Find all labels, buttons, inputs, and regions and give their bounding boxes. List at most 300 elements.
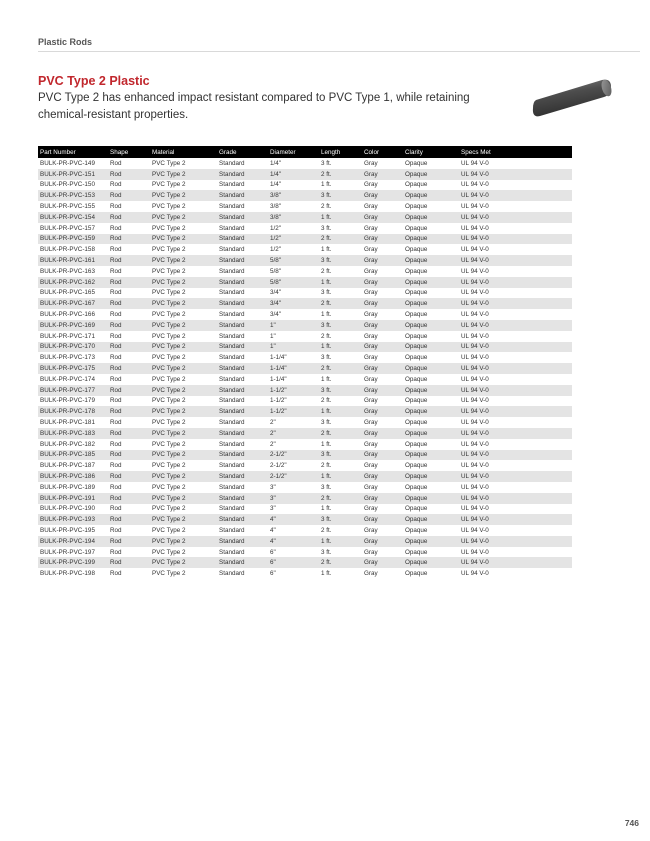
table-cell: 1" [268, 342, 319, 353]
table-cell: 1 ft. [319, 342, 362, 353]
table-cell: 1 ft. [319, 536, 362, 547]
table-cell: BULK-PR-PVC-189 [40, 483, 95, 491]
table-cell: UL 94 V-0 [459, 471, 572, 482]
table-cell: UL 94 V-0 [459, 320, 572, 331]
table-row [38, 277, 572, 288]
table-cell: UL 94 V-0 [459, 169, 572, 180]
table-cell: Rod [108, 557, 150, 568]
table-cell: Standard [219, 375, 245, 383]
table-cell: Opaque [405, 159, 428, 167]
table-cell: Opaque [403, 406, 459, 417]
table-cell: Rod [110, 354, 122, 362]
table-cell: 3 ft. [321, 224, 332, 232]
table-cell: Opaque [405, 483, 428, 491]
table-cell: PVC Type 2 [150, 406, 217, 417]
table-cell: Opaque [405, 203, 428, 211]
table-cell: Opaque [405, 289, 428, 297]
table-cell: BULK-PR-PVC-187 [40, 462, 95, 470]
table-cell: 1/2" [270, 246, 281, 254]
table-cell: Opaque [403, 255, 459, 266]
table-cell: Standard [217, 471, 268, 482]
table-cell: PVC Type 2 [150, 428, 217, 439]
table-row [38, 298, 572, 309]
table-cell: Opaque [403, 536, 459, 547]
table-cell: Opaque [405, 224, 428, 232]
table-cell: UL 94 V-0 [461, 159, 489, 167]
table-cell: 3 ft. [321, 289, 332, 297]
table-cell: Gray [362, 406, 403, 417]
table-cell: 1 ft. [319, 471, 362, 482]
table-row [38, 266, 572, 277]
table-cell: UL 94 V-0 [461, 419, 489, 427]
table-row [38, 309, 572, 320]
table-cell: 1-1/4" [270, 375, 287, 383]
table-cell: Gray [364, 548, 378, 556]
table-cell: UL 94 V-0 [459, 190, 572, 201]
table-cell: Rod [108, 428, 150, 439]
column-header: Shape [108, 146, 150, 158]
table-cell: PVC Type 2 [150, 190, 217, 201]
table-row [38, 406, 572, 417]
table-cell: 3/4" [270, 289, 281, 297]
table-cell: Rod [108, 471, 150, 482]
table-cell: Gray [364, 483, 378, 491]
table-cell: Standard [217, 428, 268, 439]
table-cell: Rod [108, 363, 150, 374]
table-cell: Standard [217, 536, 268, 547]
table-cell: Gray [364, 419, 378, 427]
table-row [38, 471, 572, 482]
header-divider [38, 51, 640, 52]
table-cell: UL 94 V-0 [461, 462, 489, 470]
table-cell: Standard [217, 557, 268, 568]
table-cell: 2 ft. [319, 363, 362, 374]
table-cell: PVC Type 2 [150, 342, 217, 353]
table-row [38, 363, 572, 374]
table-cell: Standard [219, 397, 245, 405]
table-cell: Standard [219, 203, 245, 211]
table-cell: Opaque [403, 212, 459, 223]
table-cell: Opaque [405, 548, 428, 556]
table-cell: 3" [268, 493, 319, 504]
table-cell: Rod [110, 332, 122, 340]
table-cell: Rod [108, 406, 150, 417]
table-cell: Gray [362, 255, 403, 266]
table-cell: BULK-PR-PVC-197 [40, 548, 95, 556]
table-cell: Rod [110, 462, 122, 470]
table-cell: Gray [362, 514, 403, 525]
table-cell: Rod [110, 526, 122, 534]
table-cell: Standard [219, 289, 245, 297]
table-cell: Gray [364, 462, 378, 470]
table-cell: Opaque [405, 570, 428, 578]
table-cell: PVC Type 2 [152, 203, 186, 211]
table-cell: UL 94 V-0 [459, 342, 572, 353]
table-cell: 1 ft. [319, 212, 362, 223]
table-cell: Opaque [403, 557, 459, 568]
column-header: Grade [217, 146, 268, 158]
table-row [38, 547, 572, 558]
table-cell: UL 94 V-0 [461, 289, 489, 297]
table-cell: Rod [110, 267, 122, 275]
table-row [38, 439, 572, 450]
table-cell: Standard [219, 419, 245, 427]
table-row [38, 180, 572, 191]
table-cell: BULK-PR-PVC-166 [40, 311, 95, 319]
table-cell: Rod [110, 570, 122, 578]
table-cell: Standard [219, 354, 245, 362]
column-header: Material [150, 146, 217, 158]
table-cell: BULK-PR-PVC-199 [38, 557, 108, 568]
table-cell: 1-1/2" [268, 385, 319, 396]
table-cell: Standard [219, 548, 245, 556]
table-cell: 2" [270, 440, 276, 448]
table-row [38, 342, 572, 353]
table-cell: Gray [362, 190, 403, 201]
table-cell: Rod [110, 419, 122, 427]
table-cell: BULK-PR-PVC-163 [40, 267, 95, 275]
table-row [38, 557, 572, 568]
table-cell: BULK-PR-PVC-174 [40, 375, 95, 383]
table-row [38, 428, 572, 439]
table-cell: Standard [219, 159, 245, 167]
table-cell: BULK-PR-PVC-186 [38, 471, 108, 482]
table-cell: Standard [219, 181, 245, 189]
table-cell: BULK-PR-PVC-158 [40, 246, 95, 254]
table-cell: 1 ft. [321, 505, 332, 513]
table-row [38, 223, 572, 234]
table-cell: Rod [108, 385, 150, 396]
table-cell: 2 ft. [321, 462, 332, 470]
product-title: PVC Type 2 Plastic [38, 74, 150, 88]
table-cell: 2 ft. [319, 169, 362, 180]
table-row [38, 536, 572, 547]
table-cell: PVC Type 2 [152, 354, 186, 362]
table-cell: UL 94 V-0 [461, 224, 489, 232]
table-cell: PVC Type 2 [150, 514, 217, 525]
table-cell: UL 94 V-0 [459, 557, 572, 568]
table-cell: Rod [110, 440, 122, 448]
table-cell: PVC Type 2 [152, 332, 186, 340]
table-cell: Rod [110, 505, 122, 513]
table-cell: Opaque [405, 332, 428, 340]
column-header: Diameter [268, 146, 319, 158]
table-cell: Standard [217, 277, 268, 288]
table-cell: UL 94 V-0 [461, 570, 489, 578]
table-cell: 1" [268, 320, 319, 331]
table-cell: Gray [364, 267, 378, 275]
table-cell: 3 ft. [321, 548, 332, 556]
table-row [38, 244, 572, 255]
table-row [38, 234, 572, 245]
column-header: Length [319, 146, 362, 158]
table-cell: PVC Type 2 [150, 557, 217, 568]
table-cell: UL 94 V-0 [459, 212, 572, 223]
table-cell: 1 ft. [321, 375, 332, 383]
table-cell: 1/2" [268, 234, 319, 245]
table-cell: UL 94 V-0 [459, 536, 572, 547]
table-cell: Opaque [405, 462, 428, 470]
table-cell: PVC Type 2 [150, 493, 217, 504]
table-cell: PVC Type 2 [150, 471, 217, 482]
table-cell: UL 94 V-0 [459, 428, 572, 439]
table-cell: Opaque [405, 419, 428, 427]
table-cell: UL 94 V-0 [459, 298, 572, 309]
table-cell: 2-1/2" [270, 462, 287, 470]
table-cell: Gray [362, 342, 403, 353]
table-cell: 1 ft. [319, 277, 362, 288]
table-cell: Gray [364, 526, 378, 534]
table-cell: Standard [217, 212, 268, 223]
table-cell: 6" [268, 557, 319, 568]
table-cell: 2-1/2" [268, 471, 319, 482]
table-cell: 3/4" [270, 311, 281, 319]
table-cell: Opaque [405, 267, 428, 275]
table-row [38, 460, 572, 471]
table-cell: Rod [110, 548, 122, 556]
table-row [38, 525, 572, 536]
table-cell: 3 ft. [319, 514, 362, 525]
table-cell: BULK-PR-PVC-171 [40, 332, 95, 340]
table-row [38, 514, 572, 525]
table-cell: 3 ft. [321, 483, 332, 491]
table-cell: UL 94 V-0 [461, 375, 489, 383]
table-cell: Gray [362, 298, 403, 309]
table-cell: PVC Type 2 [152, 526, 186, 534]
table-cell: Opaque [403, 450, 459, 461]
table-cell: 2" [270, 419, 276, 427]
table-cell: Opaque [405, 526, 428, 534]
table-cell: Rod [110, 181, 122, 189]
table-cell: Standard [219, 462, 245, 470]
table-cell: BULK-PR-PVC-182 [40, 440, 95, 448]
table-cell: UL 94 V-0 [461, 246, 489, 254]
table-cell: UL 94 V-0 [461, 505, 489, 513]
table-cell: UL 94 V-0 [461, 311, 489, 319]
table-cell: Standard [217, 320, 268, 331]
table-cell: PVC Type 2 [152, 419, 186, 427]
table-cell: 6" [270, 548, 276, 556]
table-row [38, 504, 572, 515]
table-cell: Gray [364, 570, 378, 578]
table-cell: 2" [268, 428, 319, 439]
table-cell: Gray [364, 311, 378, 319]
table-cell: PVC Type 2 [152, 267, 186, 275]
table-cell: Rod [108, 277, 150, 288]
table-cell: Standard [217, 493, 268, 504]
column-header: Specs Met [459, 146, 572, 158]
table-cell: Standard [219, 505, 245, 513]
table-cell: UL 94 V-0 [459, 363, 572, 374]
table-cell: 1-1/4" [268, 363, 319, 374]
table-cell: PVC Type 2 [152, 311, 186, 319]
column-header: Clarity [403, 146, 459, 158]
table-cell: 3" [270, 505, 276, 513]
table-cell: Opaque [403, 298, 459, 309]
table-cell: 1/4" [270, 159, 281, 167]
table-cell: UL 94 V-0 [459, 385, 572, 396]
table-cell: PVC Type 2 [150, 277, 217, 288]
table-cell: BULK-PR-PVC-155 [40, 203, 95, 211]
table-cell: Opaque [403, 428, 459, 439]
table-cell: BULK-PR-PVC-165 [40, 289, 95, 297]
table-row [38, 352, 572, 363]
table-cell: BULK-PR-PVC-154 [38, 212, 108, 223]
table-cell: Gray [362, 212, 403, 223]
table-cell: BULK-PR-PVC-179 [40, 397, 95, 405]
table-cell: BULK-PR-PVC-178 [38, 406, 108, 417]
table-cell: Standard [217, 342, 268, 353]
table-cell: 3/8" [270, 203, 281, 211]
table-cell: PVC Type 2 [150, 363, 217, 374]
table-cell: Rod [108, 450, 150, 461]
table-cell: PVC Type 2 [150, 320, 217, 331]
table-cell: 1" [270, 332, 276, 340]
table-cell: PVC Type 2 [152, 375, 186, 383]
table-cell: 3" [270, 483, 276, 491]
table-cell: Gray [364, 397, 378, 405]
table-cell: PVC Type 2 [150, 234, 217, 245]
table-cell: Opaque [403, 169, 459, 180]
table-cell: 1-1/2" [268, 406, 319, 417]
table-cell: Rod [110, 246, 122, 254]
table-cell: 2 ft. [321, 267, 332, 275]
table-cell: 1-1/4" [270, 354, 287, 362]
table-cell: Standard [219, 246, 245, 254]
table-cell: Opaque [403, 363, 459, 374]
table-cell: UL 94 V-0 [461, 526, 489, 534]
table-cell: Gray [362, 320, 403, 331]
table-cell: BULK-PR-PVC-175 [38, 363, 108, 374]
table-cell: Rod [110, 397, 122, 405]
table-cell: 1/2" [270, 224, 281, 232]
table-cell: Opaque [403, 190, 459, 201]
table-cell: Rod [108, 493, 150, 504]
table-cell: PVC Type 2 [150, 298, 217, 309]
table-cell: PVC Type 2 [152, 159, 186, 167]
table-cell: Gray [362, 363, 403, 374]
table-cell: UL 94 V-0 [459, 406, 572, 417]
table-cell: Gray [362, 536, 403, 547]
table-row [38, 385, 572, 396]
table-cell: 1 ft. [319, 406, 362, 417]
table-cell: BULK-PR-PVC-170 [38, 342, 108, 353]
table-cell: Rod [110, 311, 122, 319]
table-cell: 4" [270, 526, 276, 534]
table-cell: BULK-PR-PVC-149 [40, 159, 95, 167]
table-cell: BULK-PR-PVC-193 [38, 514, 108, 525]
table-cell: 3 ft. [319, 255, 362, 266]
table-cell: PVC Type 2 [152, 462, 186, 470]
table-cell: PVC Type 2 [152, 483, 186, 491]
table-cell: 6" [270, 570, 276, 578]
table-cell: UL 94 V-0 [459, 514, 572, 525]
table-cell: 4" [268, 514, 319, 525]
table-cell: Gray [362, 450, 403, 461]
table-cell: PVC Type 2 [152, 505, 186, 513]
table-cell: 1 ft. [321, 246, 332, 254]
table-cell: Gray [364, 354, 378, 362]
table-row [38, 158, 572, 169]
table-row [38, 331, 572, 342]
table-row [38, 568, 572, 579]
table-cell: 3 ft. [321, 354, 332, 362]
table-cell: 3/8" [268, 190, 319, 201]
table-cell: BULK-PR-PVC-185 [38, 450, 108, 461]
table-cell: 2 ft. [319, 234, 362, 245]
table-cell: Gray [362, 493, 403, 504]
product-description: PVC Type 2 has enhanced impact resistant compared to PVC Type 1, while retaining chemical-resistant properties. [38, 92, 470, 121]
table-cell: BULK-PR-PVC-198 [40, 570, 95, 578]
table-cell: 1 ft. [321, 181, 332, 189]
table-row [38, 482, 572, 493]
table-cell: Opaque [403, 493, 459, 504]
table-cell: BULK-PR-PVC-195 [40, 526, 95, 534]
table-cell: UL 94 V-0 [459, 277, 572, 288]
table-cell: BULK-PR-PVC-157 [40, 224, 95, 232]
table-cell: Standard [217, 298, 268, 309]
table-cell: UL 94 V-0 [461, 483, 489, 491]
column-header: Color [362, 146, 403, 158]
table-cell: Standard [219, 570, 245, 578]
table-cell: Standard [217, 514, 268, 525]
specifications-table [38, 146, 572, 579]
table-cell: Gray [362, 557, 403, 568]
table-cell: Opaque [403, 234, 459, 245]
table-row [38, 417, 572, 428]
table-cell: UL 94 V-0 [459, 255, 572, 266]
table-cell: Standard [217, 234, 268, 245]
table-cell: 3 ft. [319, 450, 362, 461]
table-header-row [38, 146, 572, 158]
table-cell: 1/4" [270, 181, 281, 189]
table-cell: 1/4" [268, 169, 319, 180]
table-cell: Gray [364, 375, 378, 383]
table-cell: BULK-PR-PVC-173 [40, 354, 95, 362]
table-cell: BULK-PR-PVC-150 [40, 181, 95, 189]
table-cell: UL 94 V-0 [461, 440, 489, 448]
table-cell: UL 94 V-0 [461, 267, 489, 275]
table-cell: Gray [362, 277, 403, 288]
table-cell: BULK-PR-PVC-162 [38, 277, 108, 288]
table-cell: Rod [108, 536, 150, 547]
table-cell: Rod [108, 514, 150, 525]
table-cell: Standard [219, 440, 245, 448]
table-cell: Opaque [405, 505, 428, 513]
table-cell: Gray [364, 181, 378, 189]
table-row [38, 493, 572, 504]
table-cell: UL 94 V-0 [461, 181, 489, 189]
table-cell: 2-1/2" [268, 450, 319, 461]
table-cell: PVC Type 2 [152, 570, 186, 578]
table-cell: BULK-PR-PVC-167 [38, 298, 108, 309]
table-cell: PVC Type 2 [152, 548, 186, 556]
table-cell: Standard [219, 483, 245, 491]
table-cell: Rod [108, 255, 150, 266]
table-cell: Rod [110, 203, 122, 211]
table-cell: PVC Type 2 [152, 246, 186, 254]
table-cell: UL 94 V-0 [461, 397, 489, 405]
table-cell: PVC Type 2 [152, 181, 186, 189]
section-header: Plastic Rods [38, 37, 93, 47]
gray-pvc-rod-image [532, 76, 612, 120]
table-cell: BULK-PR-PVC-191 [38, 493, 108, 504]
table-cell: Rod [110, 289, 122, 297]
table-cell: PVC Type 2 [152, 397, 186, 405]
table-cell: Rod [108, 234, 150, 245]
table-cell: Standard [219, 267, 245, 275]
table-row [38, 320, 572, 331]
